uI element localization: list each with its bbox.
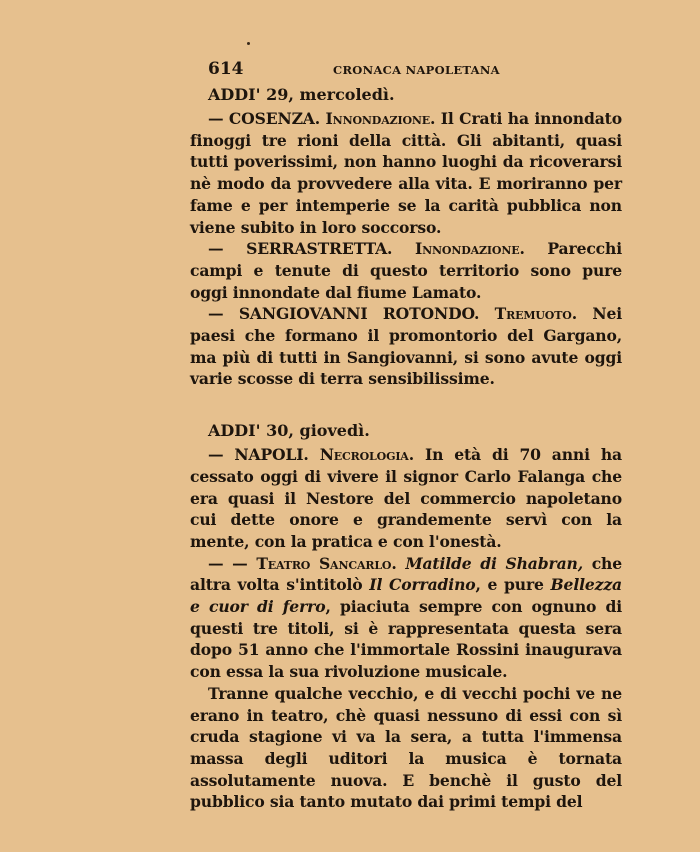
running-title: CRONACA NAPOLETANA <box>333 63 500 77</box>
print-speck <box>247 42 250 45</box>
paragraph-tranne: Tranne qualche vecchio, e di vecchi pochi ve ne erano in teatro, chè quasi nessuno di essi con sì cruda stagione vi va la sera, a tutta l'immensa massa degli uditori la musica è tornata assolutamente nuova. E benchè il gusto del pubblico sia tanto mutato dai primi tempi del <box>190 683 622 812</box>
entry-sangiovanni: — SANGIOVANNI ROTONDO. Tremuoto. Nei paesi che formano il promontorio del Gargano, ma più di tutti in Sangiovanni, si sono avute oggi varie scosse di terra sensibilissime. <box>190 304 622 389</box>
page-number: 614 <box>208 59 244 79</box>
entry-teatro: — — Teatro Sancarlo. Matilde di Shabran, che altra volta s'intitolò Il Corradino, e pure Bellezza e cuor di ferro, piaciuta sempre con ognuno di questi tre titoli, si è rappresentata questa sera dopo 51 anno che l'immortale Rossini inaugurava con essa la sua rivoluzione musicale. <box>190 553 623 682</box>
book-page <box>190 56 622 813</box>
dateline-29: ADDI' 29, mercoledì. <box>208 85 395 104</box>
entry-napoli: — NAPOLI. Necrologia. In età di 70 anni ha cessato oggi di vivere il signor Carlo Falanga che era quasi il Nestore del commercio napoletano cui dette onore e grandemente servì con la mente, con la pratica e con l'onestà. <box>190 445 622 551</box>
entry-serrastretta: — SERRASTRETTA. Innondazione. Parecchi campi e tenute di questo territorio sono pure oggi innondate dal fiume Lamato. <box>190 239 622 302</box>
running-head <box>190 56 622 80</box>
dateline-30: ADDI' 30, giovedì. <box>208 421 370 441</box>
entry-cosenza: — COSENZA. Innondazione. Il Crati ha innondato finoggi tre rioni della città. Gli abitanti, quasi tutti poverissimi, non hanno luoghi da ricoverarsi nè modo da provvedere alla vita. E moriranno per fame e per intemperie se la carità pubblica non viene subito in loro soccorso. <box>190 109 622 237</box>
